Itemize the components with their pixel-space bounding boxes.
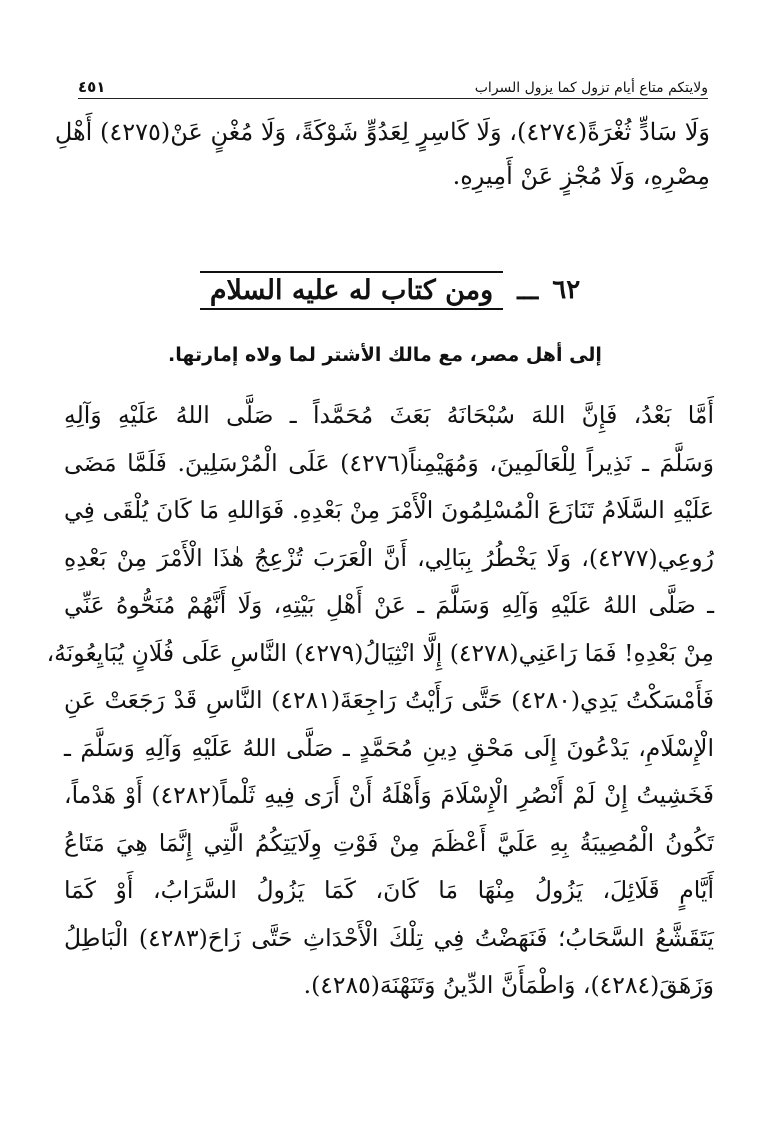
running-title: ولايتكم متاع أيام تزول كما يزول السراب <box>474 80 708 96</box>
body-line: أَيَّامٍ قَلَائِلَ، يَزُولُ مِنْهَا مَا كَانَ، كَمَا يَزُولُ السَّرَابُ، أَوْ كَمَا <box>64 876 714 904</box>
body-line: رُوعِي(٤٢٧٧)، وَلَا يَخْطُرُ بِبَالِي، أَنَّ الْعَرَبَ تُزْعِجُ هٰذَا الْأَمْرَ مِنْ بَعْدِهِ <box>64 543 714 572</box>
body-line: عَلَيْهِ السَّلَامُ تَنَازَعَ الْمُسْلِمُونَ الْأَمْرَ مِنْ بَعْدِهِ. فَوَاللهِ مَا كَانَ يُلْقَى فِي <box>64 496 714 524</box>
body-line: أَمَّا بَعْدُ، فَإِنَّ اللهَ سُبْحَانَهُ بَعَثَ مُحَمَّداً ـ صَلَّى اللهُ عَلَيْهِ وَآلِهِ <box>64 401 714 429</box>
body-line: مِنْ بَعْدِهِ! فَمَا رَاعَنِي(٤٢٧٨) إِلَّا انْثِيَالُ(٤٢٧٩) النَّاسِ عَلَى فُلَانٍ يُبَايِعُونَهُ، <box>46 638 714 667</box>
section-heading <box>140 262 640 318</box>
section-subtitle: إلى أهل مصر، مع مالك الأشتر لما ولاه إمارتها. <box>168 344 602 366</box>
section-title: ومن كتاب له عليه السلام <box>200 271 503 310</box>
section-dash: ـــ <box>517 275 539 305</box>
page-number: ٤٥١ <box>78 78 106 96</box>
letter-body <box>46 392 715 1010</box>
body-line: فَخَشِيتُ إِنْ لَمْ أَنْصُرِ الْإِسْلَامَ وَأَهْلَهُ أَنْ أَرَى فِيهِ ثَلْماً(٤٢٨٢) أَوْ هَدْماً، <box>64 781 715 809</box>
body-line: فَأَمْسَكْتُ يَدِي(٤٢٨٠) حَتَّى رَأَيْتُ رَاجِعَةَ(٤٢٨١) النَّاسِ قَدْ رَجَعَتْ عَنِ <box>64 686 714 714</box>
body-line: ـ صَلَّى اللهُ عَلَيْهِ وَآلِهِ وَسَلَّمَ ـ عَنْ أَهْلِ بَيْتِهِ، وَلَا أَنَّهُمْ مُنَحُّوهُ عَنِّي <box>64 591 714 619</box>
running-header <box>78 74 708 99</box>
body-line: وَسَلَّمَ ـ نَذِيراً لِلْعَالَمِينَ، وَمُهَيْمِناً(٤٢٧٦) عَلَى الْمُرْسَلِينَ. فَلَمَّا مَضَى <box>64 448 714 477</box>
body-line: يَتَقَشَّعُ السَّحَابُ؛ فَنَهَضْتُ فِي تِلْكَ الْأَحْدَاثِ حَتَّى زَاحَ(٤٢٨٣) الْبَاطِلُ <box>64 923 714 952</box>
body-line: تَكُونُ الْمُصِيبَةُ بِهِ عَلَيَّ أَعْظَمَ مِنْ فَوْتِ وِلَايَتِكُمُ الَّتِي إِنَّمَا هِيَ مَتَاعُ <box>64 828 714 857</box>
intro-paragraph <box>54 110 710 198</box>
section-number: ٦٢ <box>552 275 581 305</box>
intro-line: مِصْرِهِ، وَلَا مُجْزٍ عَنْ أَمِيرِهِ. <box>452 162 710 190</box>
body-line: الْإِسْلَامِ، يَدْعُونَ إِلَى مَحْقِ دِينِ مُحَمَّدٍ ـ صَلَّى اللهُ عَلَيْهِ وَآلِهِ وَسَلَّمَ ـ <box>64 733 714 762</box>
intro-line: وَلَا سَادٍّ ثُغْرَةً(٤٢٧٤)، وَلَا كَاسِرٍ لِعَدُوٍّ شَوْكَةً، وَلَا مُغْنٍ عَنْ(٤٢٧٥) أَهْلِ <box>54 118 710 146</box>
body-line: وَزَهَقَ(٤٢٨٤)، وَاطْمَأَنَّ الدِّينُ وَتَنَهْنَهَ(٤٢٨٥). <box>303 971 714 999</box>
